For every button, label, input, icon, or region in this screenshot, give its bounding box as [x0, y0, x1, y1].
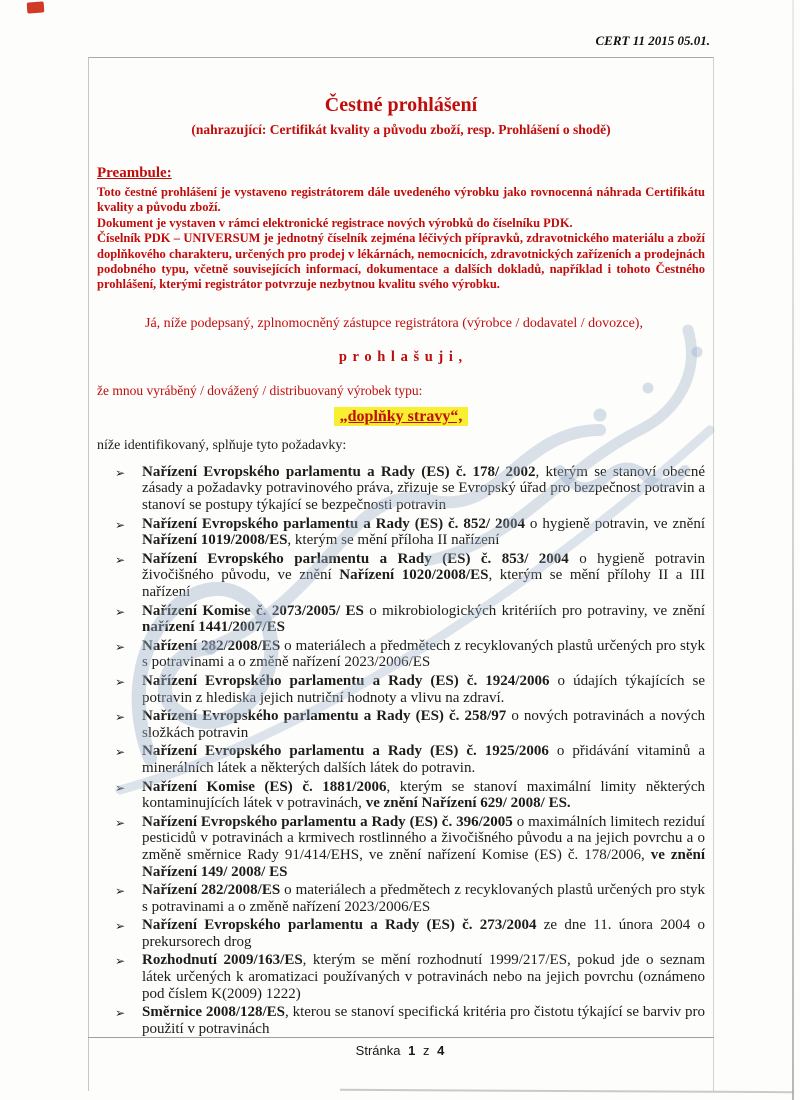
- regulation-description: o přidávání vitaminů a minerálních látek a některých dalších látek do potravin.: [142, 743, 705, 776]
- requirement-item: [115, 673, 705, 706]
- requirement-item: [115, 952, 705, 1002]
- footer-label: Stránka: [355, 1043, 401, 1058]
- arrow-bullet-icon: ➢: [115, 674, 126, 689]
- preamble-paragraph: Dokument je vystaven v rámci elektronické registrace nových výrobků do číselníku PDK.: [97, 215, 573, 230]
- document-reference: CERT 11 2015 05.01.: [595, 33, 710, 48]
- regulation-name: Nařízení 1020/2008/ES: [339, 567, 489, 584]
- footer-of-label: z: [422, 1043, 430, 1058]
- arrow-bullet-icon: ➢: [115, 745, 126, 760]
- regulation-name: Nařízení Komise (ES) č. 1881/2006: [142, 778, 387, 795]
- regulation-name: Nařízení Evropského parlamentu a Rady (ES) č. 258/97: [142, 708, 507, 725]
- regulation-description: , kterým se stanoví maximální limity některých kontaminujících látek v potravinách,: [142, 778, 705, 812]
- regulation-name: Nařízení 1019/2008/ES: [142, 532, 288, 549]
- regulation-description: o mikrobiologických kritériích pro potraviny, ve znění: [363, 602, 705, 619]
- regulation-name: Nařízení Evropského parlamentu a Rady (ES) č. 1924/2006: [142, 672, 550, 689]
- regulation-description: , kterým se mění přílohy II a III nařízení: [142, 567, 705, 600]
- requirements-intro: níže identifikovaný, splňuje tyto požadavky:: [97, 437, 347, 453]
- regulation-name: Nařízení Evropského parlamentu a Rady (ES) č. 852/ 2004: [142, 515, 525, 532]
- regulation-name: Nařízení 282/2008/ES: [142, 882, 281, 899]
- requirement-item: [115, 603, 705, 636]
- declaration-intro: Já, níže podepsaný, zplnomocněný zástupce registrátora (výrobce / dodavatel / dovozce),: [145, 315, 643, 331]
- regulation-name: Nařízení Komise č. 2073/2005/ ES: [142, 602, 364, 619]
- regulation-description: , kterým se mění rozhodnutí 1999/217/ES, pokud jde o seznam látek určených k aromatizaci používaných v potravinách nebo na jejich povrchu (oznámeno pod číslem K(2009) 1222): [142, 952, 705, 1002]
- preamble-paragraph: Toto čestné prohlášení je vystaveno registrátorem dále uvedeného výrobku jako rovnocenná náhrada Certifikátu kvality a původu zboží.: [97, 185, 705, 215]
- product-type-intro: že mnou vyráběný / dovážený / distribuovaný výrobek typu:: [97, 382, 423, 398]
- regulation-name: Nařízení Evropského parlamentu a Rady (ES) č. 273/2004: [142, 917, 537, 934]
- regulation-description: ze dne 11. února 2004 o prekursorech drog: [142, 917, 706, 950]
- arrow-bullet-icon: ➢: [115, 552, 126, 567]
- regulation-description: o materiálech a předmětech z recyklovaných plastů určených pro styk s potravinami a o změně nařízení 2023/2006/ES: [142, 882, 705, 915]
- arrow-bullet-icon: ➢: [115, 465, 126, 480]
- requirement-item: [115, 708, 705, 741]
- footer-page-number: 1: [408, 1043, 416, 1058]
- regulation-description: , kterým se mění příloha II nařízení: [287, 532, 500, 549]
- preamble-heading: Preambule:: [97, 165, 172, 181]
- scan-page-edge-bottom: [340, 1089, 794, 1093]
- page-number-footer: [0, 1043, 800, 1058]
- regulation-description: , kterým se stanoví obecné zásady a požadavky potravinového práva, zřizuje se Evropský úřad pro bezpečnost potravin a stanoví se postupy týkající se bezpečnosti potravin: [142, 463, 705, 514]
- arrow-bullet-icon: ➢: [115, 604, 126, 619]
- footer-divider: [88, 1037, 714, 1038]
- regulation-description: o materiálech a předmětech z recyklovaných plastů určených pro styk s potravinami a o změně nařízení 2023/2006/ES: [142, 637, 705, 671]
- regulation-name: Nařízení 282/2008/ES: [142, 637, 281, 654]
- document-body: [89, 94, 713, 1037]
- preamble-section: [97, 165, 705, 293]
- arrow-bullet-icon: ➢: [115, 710, 126, 725]
- requirement-item: [115, 516, 705, 549]
- document-title: Čestné prohlášení: [324, 94, 478, 116]
- requirement-item: [115, 638, 705, 671]
- requirement-item: [115, 779, 705, 812]
- regulation-name: Nařízení Evropského parlamentu a Rady (ES) č. 853/ 2004: [142, 550, 569, 567]
- product-type-highlight: „doplňky stravy“,: [334, 407, 469, 426]
- regulation-name: Rozhodnutí 2009/163/ES: [142, 952, 303, 969]
- regulation-description: o hygieně potravin živočišného původu, ve znění: [142, 550, 705, 584]
- arrow-bullet-icon: ➢: [115, 1006, 126, 1021]
- requirement-item: [115, 814, 705, 880]
- arrow-bullet-icon: ➢: [115, 815, 126, 830]
- regulation-description: o nových potravinách a nových složkách potravin: [142, 708, 706, 741]
- regulation-name: Nařízení Evropského parlamentu a Rady (ES) č. 1925/2006: [142, 743, 549, 760]
- arrow-bullet-icon: ➢: [115, 517, 126, 532]
- regulation-name: Směrnice 2008/128/ES: [142, 1004, 285, 1021]
- declaration-word: p r o h l a š u j i ,: [338, 348, 464, 365]
- footer-total-pages: 4: [437, 1043, 445, 1058]
- requirement-item: [115, 917, 705, 950]
- product-type-line: [97, 408, 705, 426]
- regulation-name: ve znění Nařízení 629/ 2008/ ES.: [365, 795, 571, 812]
- arrow-bullet-icon: ➢: [115, 954, 126, 969]
- regulation-description: o hygieně potravin, ve znění: [524, 515, 705, 532]
- scan-page-edge-right: [792, 0, 794, 1100]
- requirement-item: [115, 1004, 705, 1037]
- arrow-bullet-icon: ➢: [115, 639, 126, 654]
- regulation-name: ve znění Nařízení 149/ 2008/ ES: [142, 846, 706, 880]
- regulation-description: o maximálních limitech reziduí pesticidů v potravinách a krmivech rostlinného a živočišného původu a na jejich povrchu a o změně směrnice Rady 91/414/EHS, ve znění nařízení Komise (ES) č. 178/2006,: [142, 813, 706, 863]
- regulation-description: , kterou se stanoví specifická kritéria pro čistotu týkající se barviv pro použití v potravinách: [142, 1004, 705, 1037]
- requirement-item: [115, 464, 705, 514]
- regulation-name: Nařízení Evropského parlamentu a Rady (ES) č. 178/ 2002: [142, 463, 536, 480]
- arrow-bullet-icon: ➢: [115, 780, 126, 795]
- regulation-name: nařízení 1441/2007/ES: [142, 619, 285, 636]
- red-scan-mark: [27, 1, 45, 13]
- regulation-description: o údajích týkajících se potravin z hlediska jejich nutriční hodnoty a vlivu na zdraví.: [142, 672, 706, 706]
- arrow-bullet-icon: ➢: [115, 884, 126, 899]
- page-frame: [88, 57, 714, 1091]
- requirements-list: [97, 464, 705, 1038]
- document-subtitle: (nahrazující: Certifikát kvality a původu zboží, resp. Prohlášení o shodě): [191, 122, 611, 137]
- requirement-item: [115, 551, 705, 601]
- regulation-name: Nařízení Evropského parlamentu a Rady (ES) č. 396/2005: [142, 813, 513, 830]
- requirement-item: [115, 743, 705, 776]
- preamble-paragraph: Číselník PDK – UNIVERSUM je jednotný číselník zejména léčivých přípravků, zdravotnického materiálu a zboží doplňkového charakteru, určených pro prodej v lékárnách, nemocnicích, zdravotnických zařízeních a prodejnách podobného typu, včetně souvisejících informací, dokumentace a dalších dokladů, například i tohoto Čestného prohlášení, kterými registrátor potvrzuje nezbytnou kvalitu svého výrobku.: [97, 231, 705, 292]
- arrow-bullet-icon: ➢: [115, 919, 126, 934]
- requirement-item: [115, 882, 705, 915]
